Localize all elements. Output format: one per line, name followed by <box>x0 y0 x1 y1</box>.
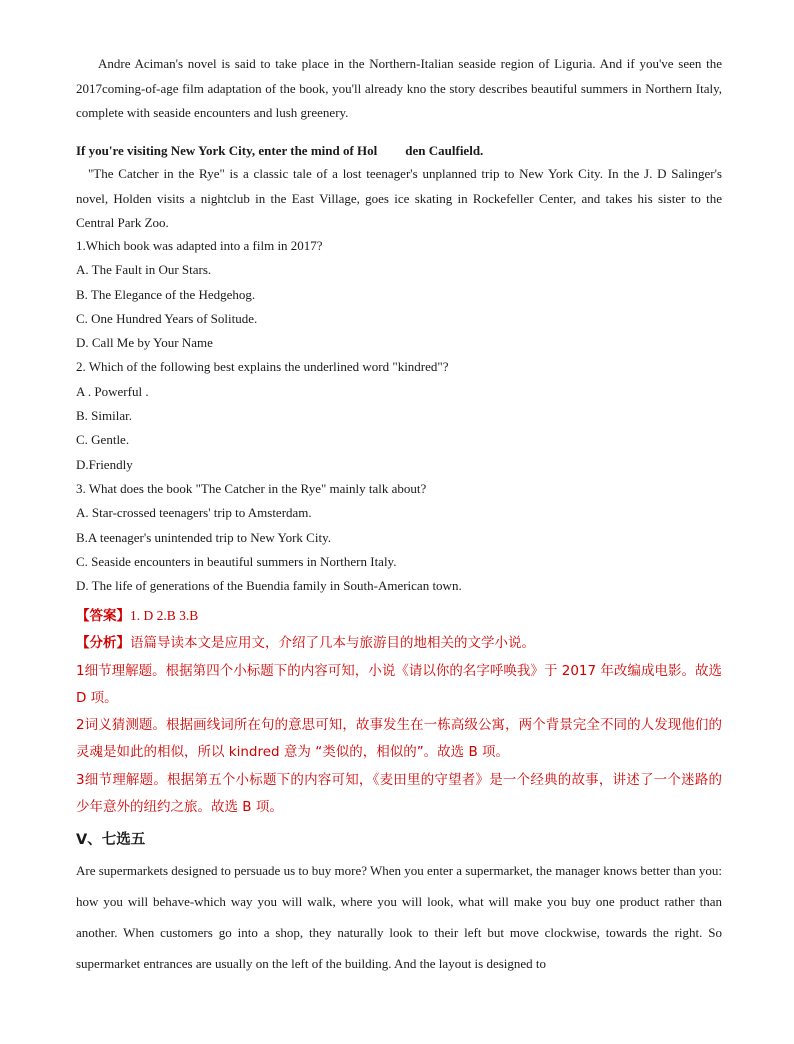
answer-tag: 【答案】 <box>76 608 130 624</box>
paragraph-call-me-by-your-name <box>76 52 722 126</box>
analysis-tag: 【分析】 <box>76 635 130 652</box>
passage-supermarkets <box>76 855 722 979</box>
question-2: 2. Which of the following best explains the underlined word "kindred"? <box>76 359 449 375</box>
analysis-text: 语篇导读本文是应用文，介绍了几本与旅游目的地相关的文学小说。 <box>130 635 535 652</box>
explanation-1: 1细节理解题。根据第四个小标题下的内容可知，小说《请以你的名字呼唤我》于 2017 年改编成电影。故选 D 项。 <box>76 662 722 706</box>
subheading-part-a: If you're visiting New York City, enter the mind of Hol <box>76 143 378 158</box>
subheading-new-york <box>76 139 722 163</box>
passage-text: Are supermarkets designed to persuade us to buy more? When you enter a supermarket, the manager knows better than you: how you will behave-which way you will walk, where you will look, what will make you buy one product rather than another. When customers go into a shop, they naturally look to their left but move clockwise, towards the right. So supermarket entrances are usually on the left of the building. And the layout is designed to <box>76 863 722 971</box>
option-2b: B. Similar. <box>76 408 132 424</box>
option-1d: D. Call Me by Your Name <box>76 335 213 351</box>
answer-section <box>76 602 722 821</box>
option-3c: C. Seaside encounters in beautiful summers in Northern Italy. <box>76 553 397 569</box>
option-3d: D. The life of generations of the Buendia family in South-American town. <box>76 578 462 594</box>
explanation-3: 3细节理解题。根据第五个小标题下的内容可知，《麦田里的守望者》是一个经典的故事，讲述了一个迷路的少年意外的纽约之旅。故选 B 项。 <box>76 771 722 816</box>
option-1c: C. One Hundred Years of Solitude. <box>76 310 258 326</box>
paragraph-catcher-in-the-rye <box>76 162 722 236</box>
option-1b: B. The Elegance of the Hedgehog. <box>76 286 256 302</box>
option-3b: B.A teenager's unintended trip to New York City. <box>76 529 331 545</box>
questions-list <box>76 234 722 598</box>
option-1a: A. The Fault in Our Stars. <box>76 262 212 278</box>
explanation-2: 2词义猜测题。根据画线词所在句的意思可知，故事发生在一栋高级公寓，两个背景完全不同的人发现他们的灵魂是如此的相似，所以 kindred 意为 “类似的，相似的”。故选 B 项。 <box>76 717 722 761</box>
question-3: 3. What does the book "The Catcher in the Rye" mainly talk about? <box>76 480 427 496</box>
subheading-part-b: den Caulfield. <box>405 143 484 158</box>
analysis-line <box>76 630 722 657</box>
section-title: V、七选五 <box>76 832 146 848</box>
option-2a: A . Powerful . <box>76 383 149 399</box>
question-1: 1.Which book was adapted into a film in 2017? <box>76 238 323 253</box>
option-2d: D.Friendly <box>76 456 133 472</box>
paragraph-text: Andre Aciman's novel is said to take place in the Northern-Italian seaside region of Liguria. And if you've seen the 2017coming-of-age film adaptation of the book, you'll already kno the story describes beautiful summers in Northern Italy, complete with seaside encounters and lush greenery. <box>76 56 722 120</box>
answer-line <box>76 602 722 630</box>
answer-text: 1. D 2.B 3.B <box>130 608 199 623</box>
option-2c: C. Gentle. <box>76 432 130 448</box>
paragraph-text: "The Catcher in the Rye" is a classic tale of a lost teenager's unplanned trip to New York City. In the J. D Salinger's novel, Holden visits a nightclub in the East Village, goes ice skating in Rockefeller Center, and takes his sister to the Central Park Zoo. <box>76 166 722 230</box>
option-3a: A. Star-crossed teenagers' trip to Amsterdam. <box>76 505 312 521</box>
